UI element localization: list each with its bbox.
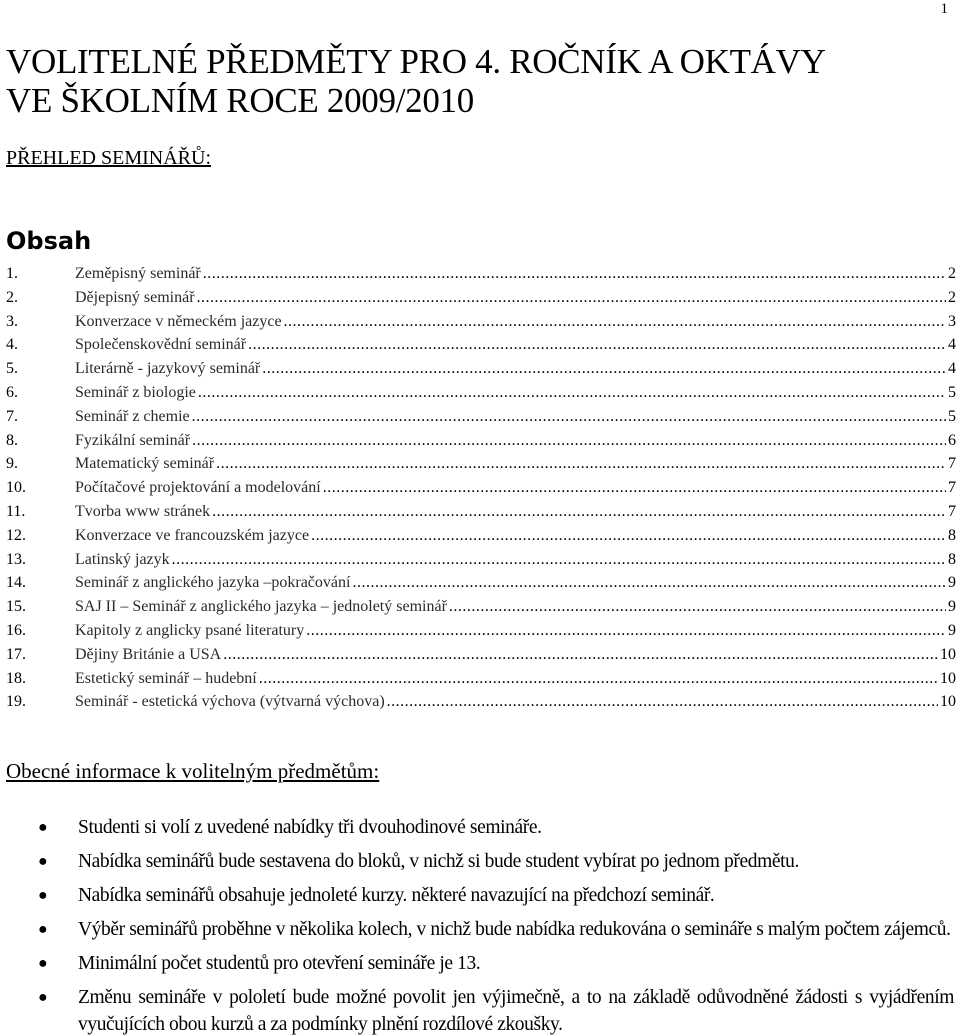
toc-item-number: 16. — [6, 621, 26, 639]
toc-item-page: 4 — [948, 360, 956, 378]
toc-leader-dots — [323, 476, 946, 500]
toc-item-title: Konverzace v německém jazyce — [75, 312, 282, 330]
toc-item[interactable] — [6, 500, 956, 524]
title-line-2: VE ŠKOLNÍM ROCE 2009/2010 — [6, 81, 474, 120]
table-of-contents — [6, 262, 956, 714]
toc-item[interactable] — [6, 429, 956, 453]
toc-item-title: Seminář z anglického jazyka –pokračování — [75, 574, 351, 592]
toc-item[interactable] — [6, 595, 956, 619]
toc-item-page: 5 — [948, 407, 956, 425]
toc-item-title: Zeměpisný seminář — [75, 265, 201, 282]
toc-item-page: 8 — [948, 550, 956, 568]
toc-item-number: 13. — [6, 550, 26, 568]
list-item — [6, 814, 954, 841]
general-info-heading: Obecné informace k volitelným předmětům: — [6, 759, 380, 783]
toc-item-page: 4 — [948, 336, 956, 354]
list-item — [6, 882, 954, 909]
toc-item-page: 9 — [948, 598, 956, 616]
toc-leader-dots — [352, 571, 946, 595]
toc-item-title: Fyzikální seminář — [75, 431, 191, 449]
toc-item-title: Kapitoly z anglicky psané literatury — [75, 621, 305, 639]
toc-leader-dots — [449, 595, 946, 619]
toc-item-number: 10. — [6, 479, 26, 497]
toc-item-number: 5. — [6, 360, 18, 378]
toc-item-page: 10 — [940, 645, 956, 663]
toc-item[interactable] — [6, 405, 956, 429]
toc-item-page: 10 — [940, 693, 956, 711]
toc-item-title: Dějiny Británie a USA — [75, 645, 222, 663]
toc-item-number: 4. — [6, 336, 18, 354]
toc-item-number: 18. — [6, 669, 26, 687]
toc-item[interactable] — [6, 262, 956, 286]
toc-item-number: 15. — [6, 598, 26, 616]
seminar-overview-heading: PŘEHLED SEMINÁŘŮ: — [6, 147, 212, 169]
toc-item-number: 19. — [6, 693, 26, 711]
page-number: 1 — [940, 1, 948, 17]
general-info-list — [6, 814, 954, 1036]
toc-item[interactable] — [6, 619, 956, 643]
list-item — [6, 848, 954, 875]
toc-item-number: 7. — [6, 407, 18, 425]
toc-item-number: 17. — [6, 645, 26, 663]
toc-leader-dots — [259, 667, 938, 691]
toc-item-number: 1. — [6, 265, 18, 282]
toc-item-title: SAJ II – Seminář z anglického jazyka – jednoletý seminář — [75, 598, 447, 616]
toc-leader-dots — [198, 381, 946, 405]
toc-leader-dots — [262, 357, 946, 381]
toc-item-page: 9 — [948, 621, 956, 639]
toc-item-page: 10 — [940, 669, 956, 687]
toc-item[interactable] — [6, 476, 956, 500]
toc-item[interactable] — [6, 310, 956, 334]
toc-leader-dots — [192, 405, 946, 429]
toc-item-page: 6 — [948, 431, 956, 449]
toc-item-title: Konverzace ve francouzském jazyce — [75, 526, 310, 544]
toc-item-page: 3 — [948, 312, 956, 330]
toc-leader-dots — [387, 690, 938, 714]
toc-item-page: 8 — [948, 526, 956, 544]
list-item — [6, 950, 954, 977]
toc-leader-dots — [284, 310, 946, 334]
bullet-icon: ● — [38, 887, 48, 904]
toc-leader-dots — [248, 333, 946, 357]
bullet-icon: ● — [38, 989, 48, 1006]
list-item-text: Minimální počet studentů pro otevření semináře je 13. — [78, 953, 481, 974]
toc-item-page: 2 — [948, 288, 956, 306]
toc-item[interactable] — [6, 548, 956, 572]
toc-leader-dots — [192, 429, 946, 453]
list-item-text: Výběr seminářů proběhne v několika kolech, v nichž bude nabídka redukována o semináře s malým počtem zájemců. — [78, 919, 951, 940]
toc-item-title: Matematický seminář — [75, 455, 215, 473]
toc-item-number: 12. — [6, 526, 26, 544]
toc-item[interactable] — [6, 643, 956, 667]
toc-item-title: Seminář z chemie — [75, 407, 190, 425]
list-item — [6, 984, 954, 1036]
toc-leader-dots — [216, 452, 946, 476]
toc-item-title: Seminář - estetická výchova (výtvarná výchova) — [75, 693, 385, 711]
bullet-icon: ● — [38, 921, 48, 938]
toc-item[interactable] — [6, 381, 956, 405]
toc-item-page: 2 — [948, 265, 956, 282]
toc-item[interactable] — [6, 286, 956, 310]
bullet-icon: ● — [38, 955, 48, 972]
toc-leader-dots — [311, 524, 946, 548]
list-item — [6, 916, 954, 943]
list-item-text: Nabídka seminářů bude sestavena do bloků, v nichž si bude student vybírat po jednom předmětu. — [78, 851, 799, 872]
toc-item-number: 3. — [6, 312, 18, 330]
toc-heading: Obsah — [6, 227, 92, 255]
toc-item[interactable] — [6, 667, 956, 691]
toc-item-page: 5 — [948, 383, 956, 401]
toc-leader-dots — [306, 619, 946, 643]
toc-item-title: Počítačové projektování a modelování — [75, 479, 321, 497]
title-line-1: VOLITELNÉ PŘEDMĚTY PRO 4. ROČNÍK A OKTÁVY — [6, 42, 826, 81]
toc-item-number: 14. — [6, 574, 26, 592]
toc-leader-dots — [212, 500, 946, 524]
toc-item-page: 9 — [948, 574, 956, 592]
toc-item-title: Estetický seminář – hudební — [75, 669, 257, 687]
toc-leader-dots — [172, 548, 946, 572]
bullet-icon: ● — [38, 853, 48, 870]
toc-leader-dots — [203, 262, 946, 286]
toc-item[interactable] — [6, 333, 956, 357]
toc-item-page: 7 — [948, 479, 956, 497]
toc-item-title: Dějepisný seminář — [75, 288, 195, 306]
toc-item[interactable] — [6, 452, 956, 476]
toc-item-title: Literárně - jazykový seminář — [75, 360, 261, 378]
toc-item-title: Společenskovědní seminář — [75, 336, 247, 354]
toc-item-number: 2. — [6, 288, 18, 306]
bullet-icon: ● — [38, 819, 48, 836]
document-title — [6, 42, 826, 120]
toc-item-page: 7 — [948, 455, 956, 473]
toc-item-number: 8. — [6, 431, 18, 449]
toc-item-title: Latinský jazyk — [75, 550, 170, 568]
list-item-text: Nabídka seminářů obsahuje jednoleté kurzy. některé navazující na předchozí seminář. — [78, 885, 715, 906]
toc-leader-dots — [197, 286, 946, 310]
list-item-text: Změnu semináře v pololetí bude možné povolit jen výjimečně, a to na základě odůvodněné žádosti s vyjádřením vyučujících obou kurzů a za podmínky plnění rozdílové zkoušky. — [78, 987, 954, 1035]
toc-item-number: 9. — [6, 455, 18, 473]
toc-leader-dots — [223, 643, 938, 667]
list-item-text: Studenti si volí z uvedené nabídky tři dvouhodinové semináře. — [78, 817, 542, 838]
toc-item-number: 6. — [6, 383, 18, 401]
toc-item[interactable] — [6, 357, 956, 381]
toc-item-title: Tvorba www stránek — [75, 502, 211, 520]
toc-item-number: 11. — [6, 502, 26, 520]
toc-item[interactable] — [6, 690, 956, 714]
toc-item[interactable] — [6, 571, 956, 595]
toc-item-title: Seminář z biologie — [75, 383, 196, 401]
toc-item-page: 7 — [948, 502, 956, 520]
toc-item[interactable] — [6, 524, 956, 548]
